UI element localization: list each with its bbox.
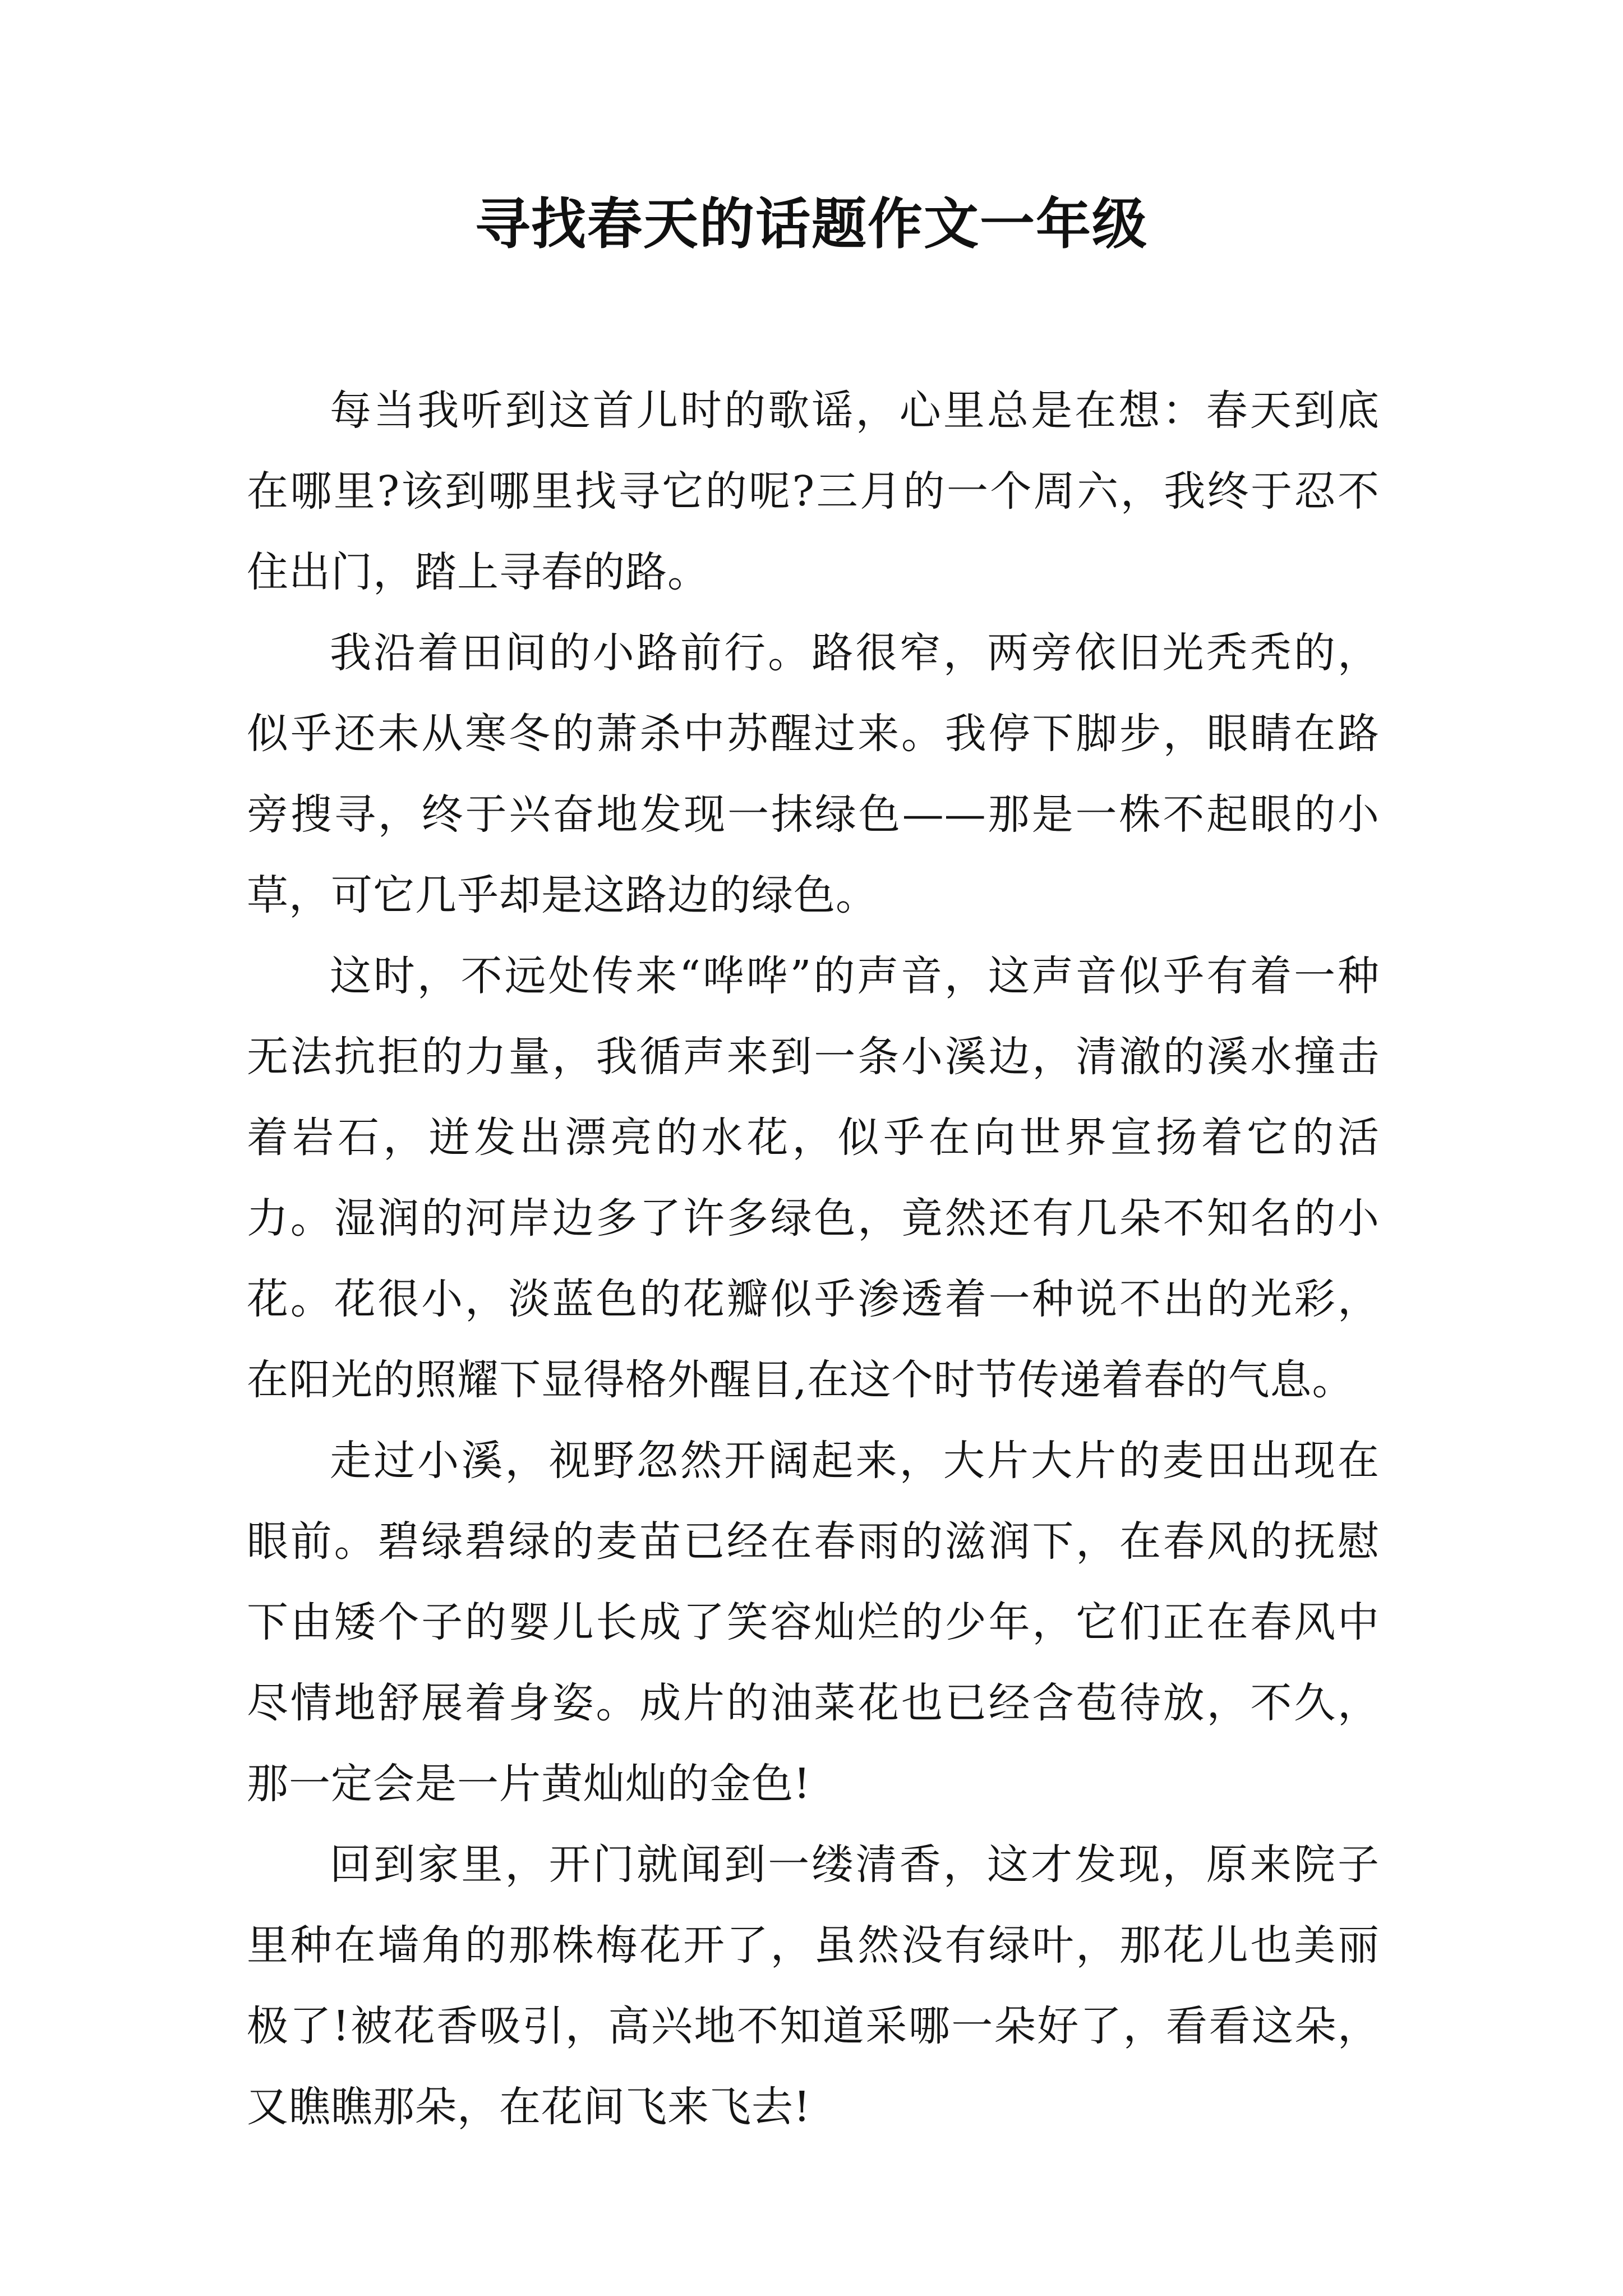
paragraph-3: 这时，不远处传来“哗哗”的声音，这声音似乎有着一种无法抗拒的力量，我循声来到一条小溪边，清澈的溪水撞击着岩石，迸发出漂亮的水花，似乎在向世界宣扬着它的活力。湿润的河岸边多了许多绿色，竟然还有几朵不知名的小花。花很小，淡蓝色的花瓣似乎渗透着一种说不出的光彩，在阳光的照耀下显得格外醒目,在这个时节传递着春的气息。 (247, 952, 1380, 1404)
paragraph-1: 每当我听到这首儿时的歌谣，心里总是在想：春天到底在哪里?该到哪里找寻它的呢?三月的一个周六，我终于忍不住出门，踏上寻春的路。 (247, 386, 1380, 596)
document-body (247, 370, 1380, 2147)
paragraph-5: 回到家里，开门就闻到一缕清香，这才发现，原来院子里种在墙角的那株梅花开了，虽然没有绿叶，那花儿也美丽极了!被花香吸引，高兴地不知道采哪一朵好了，看看这朵，又瞧瞧那朵，在花间飞来飞去! (247, 1841, 1380, 2131)
paragraph-4: 走过小溪，视野忽然开阔起来，大片大片的麦田出现在眼前。碧绿碧绿的麦苗已经在春雨的滋润下，在春风的抚慰下由矮个子的婴儿长成了笑容灿烂的少年，它们正在春风中尽情地舒展着身姿。成片的油菜花也已经含苞待放，不久，那一定会是一片黄灿灿的金色! (247, 1437, 1380, 1808)
paragraph-2: 我沿着田间的小路前行。路很窄，两旁依旧光秃秃的，似乎还未从寒冬的萧杀中苏醒过来。我停下脚步，眼睛在路旁搜寻，终于兴奋地发现一抹绿色——那是一株不起眼的小草，可它几乎却是这路边的绿色。 (247, 629, 1380, 919)
document-title: 寻找春天的话题作文一年级 (474, 192, 1148, 256)
